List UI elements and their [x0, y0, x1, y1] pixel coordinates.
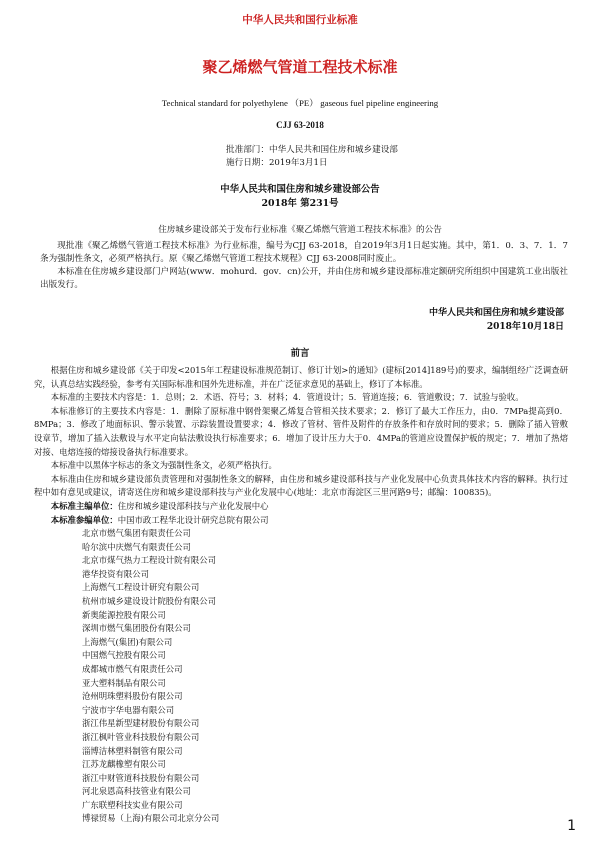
participant-unit: 浙江枫叶管业科技股份有限公司: [82, 731, 200, 742]
preface-paragraph: 本标准由住房和城乡建设部负责管理和对强制性条文的解释，由住房和城乡建设部科技与产业化发展中心负责具体技术内容的解释。执行过程中如有意见或建议，请寄送住房和城乡建设部科技与产业化发展中心(地址：北京市海淀区三里河路9号；邮编：100835)。: [34, 473, 568, 498]
participant-unit: 北京市煤气热力工程设计院有限公司: [82, 555, 216, 566]
announcement-number: 2018年 第231号: [261, 198, 339, 209]
participants-label: 本标准参编单位：: [50, 514, 118, 525]
participant-unit: 上海燃气工程设计研究有限公司: [82, 582, 200, 593]
announcement-subtitle: 住房城乡建设部关于发布行业标准《聚乙烯燃气管道工程技术标准》的公告: [158, 225, 442, 235]
chief-editor-line: [34, 500, 568, 514]
standard-code: CJJ 63-2018: [276, 120, 324, 130]
participant-list: [82, 527, 219, 826]
participant-unit: 河北泉恩高科技管业有限公司: [82, 786, 191, 797]
announcement-signature-block: [429, 306, 564, 334]
effective-date: 施行日期：2019年3月1日: [226, 158, 328, 168]
participant-unit: 浙江伟星新型建材股份有限公司: [82, 718, 200, 729]
participant-unit: 淄博洁林塑料制管有限公司: [82, 745, 183, 756]
page-number: 1: [567, 818, 576, 834]
participant-unit: 沧州明珠塑料股份有限公司: [82, 691, 183, 702]
participant-unit: 杭州市城乡建设设计院股份有限公司: [82, 595, 216, 606]
announcement-body: [40, 240, 568, 292]
participants-line: [34, 514, 568, 528]
document-title: 聚乙烯燃气管道工程技术标准: [202, 58, 398, 76]
participant-unit: 成都城市燃气有限责任公司: [82, 663, 183, 674]
announcement-paragraph: 本标准在住房城乡建设部门户网站(www．mohurd．gov．cn)公开，并由住房和城乡建设部标准定额研究所组织中国建筑工业出版社出版发行。: [40, 267, 568, 290]
preface-paragraph: 根据住房和城乡建设部《关于印发<2015年工程建设标准规范制订、修订计划>的通知》(建标[2014]189号)的要求，编制组经广泛调查研究，认真总结实践经验，参考有关国际标准和国外先进标准，并在广泛征求意见的基础上，修订了本标准。: [34, 365, 568, 389]
preface-body: [34, 364, 568, 527]
announcement-date: 2018年10月18日: [486, 322, 564, 332]
participant-unit: 港华投资有限公司: [82, 568, 149, 579]
participant-unit: 江苏龙麒橡塑有限公司: [82, 759, 166, 770]
participant-unit: 中国燃气控股有限公司: [82, 650, 166, 661]
announcement-paragraph: 现批准《聚乙烯燃气管道工程技术标准》为行业标准，编号为CJJ 63-2018，自2019年3月1日起实施。其中，第1．0．3、7．1．7条为强制性条文，必须严格执行。原《聚乙烯燃气管道工程技术规程》CJJ 63-2008同时废止。: [40, 241, 568, 264]
participant-unit: 博禄贸易（上海)有限公司北京分公司: [82, 813, 220, 824]
chief-editor-unit: 住房和城乡建设部科技与产业化发展中心: [117, 500, 269, 511]
announcement-title: 中华人民共和国住房和城乡建设部公告: [220, 184, 380, 195]
participant-unit: 新奥能源控股有限公司: [82, 609, 166, 620]
preface-paragraph: 本标准中以黑体字标志的条文为强制性条文，必须严格执行。: [50, 460, 277, 471]
preface-paragraph: 本标准的主要技术内容是：1．总则；2．术语、符号；3．材料；4．管道设计；5．管道连接；6．管道敷设；7．试验与验收。: [50, 392, 524, 403]
participant-unit: 深圳市燃气集团股份有限公司: [82, 623, 191, 634]
english-title: Technical standard for polyethylene （PE） gaseous fuel pipeline engineering: [161, 98, 439, 108]
chief-editor-label: 本标准主编单位：: [50, 500, 118, 511]
preface-heading: 前言: [290, 348, 310, 359]
participant-unit: 广东联塑科技实业有限公司: [82, 799, 183, 810]
participant-unit: 中国市政工程华北设计研究总院有限公司: [117, 514, 269, 525]
participant-unit: 上海燃气(集团)有限公司: [82, 636, 173, 647]
participant-unit: 宁波市宇华电器有限公司: [82, 704, 175, 715]
announcement-heading: [0, 183, 600, 211]
participant-unit: 亚大塑料制品有限公司: [82, 677, 166, 688]
issuer-signature: 中华人民共和国住房和城乡建设部: [428, 308, 564, 318]
participant-unit: 北京市燃气集团有限责任公司: [82, 528, 191, 538]
standard-category: 中华人民共和国行业标准: [242, 14, 358, 26]
participant-unit: 哈尔滨中庆燃气有限责任公司: [82, 541, 191, 552]
preface-paragraph: 本标准修订的主要技术内容是：1．删除了原标准中钢骨架聚乙烯复合管相关技术要求；2．修订了最大工作压力，由0．7MPa提高到0．8MPa；3．修改了地面标识、警示装置、示踪装置设置要求；4．修改了管材、管件及附件的存放条件和存放时间的要求；5．删除了插入管敷设章节，增加了插入法敷设与水平定向钻法敷设执行标准要求；6．增加了设计压力大于0．4MPa的管道应设置保护板的规定；7．增加了热熔对接、电熔连接的熔接设备执行标准要求。: [34, 405, 568, 457]
approval-block: [0, 144, 600, 170]
participant-unit: 浙江中财管道科技股份有限公司: [82, 772, 200, 783]
approval-department: 批准部门：中华人民共和国住房和城乡建设部: [226, 145, 398, 155]
